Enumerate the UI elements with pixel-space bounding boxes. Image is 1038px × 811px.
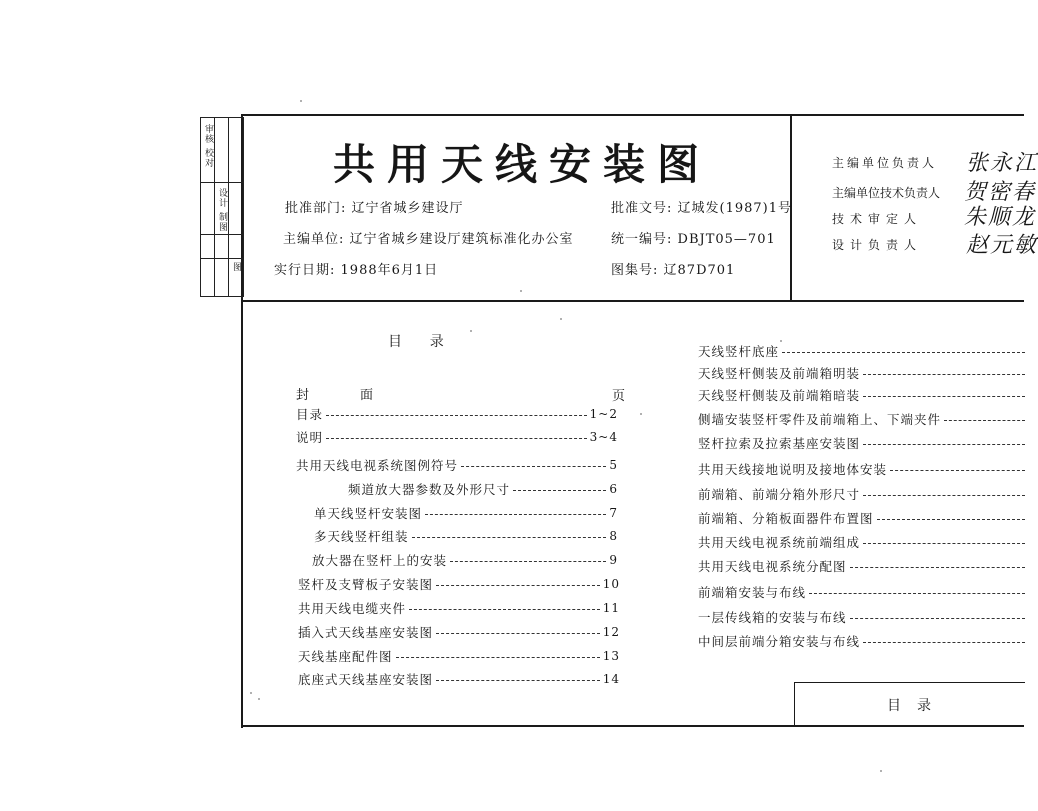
toc-item-title: 说明 [296,430,324,445]
leader-line [396,657,600,658]
leader-line [409,609,600,610]
signatory-role: 主编单位技术负责人 [832,186,941,200]
signatory-role: 主编单位负责人 [832,156,938,170]
toc-item-page: 5 [609,458,618,472]
toc-item-page: 9 [609,553,618,567]
toc-page-column-header: 页 [612,389,626,404]
effective-date-value: 1988年6月1日 [340,263,439,278]
leader-line [850,618,1025,619]
toc-item-title: 前端箱安装与布线 [698,585,807,600]
atlas-no-value: 辽87D701 [663,263,736,278]
toc-item-title: 侧墙安装竖杆零件及前端箱上、下端夹件 [698,412,942,427]
frame-bottom-border [241,725,1024,727]
toc-item-title: 前端箱、前端分箱外形尺寸 [698,487,861,502]
toc-item-page: 8 [609,529,618,543]
toc-item-title: 多天线竖杆组装 [314,529,409,544]
toc-cover-label: 封 面 [296,388,376,403]
toc-item[interactable] [298,647,620,665]
stamp-col2-text: 设计 制图 [217,188,227,232]
toc-item-title: 共用天线电视系统分配图 [698,559,847,574]
leader-line [782,352,1025,353]
approval-doc-value: 辽城发(1987)1号 [677,201,793,216]
editor-unit-label: 主编单位 [283,232,340,247]
leader-line [863,396,1025,397]
toc-item[interactable] [698,364,1028,382]
toc-item-title: 共用天线电视系统前端组成 [698,535,861,550]
toc-item-page: 12 [602,625,620,639]
toc-right-column [694,336,1024,666]
signatory-role: 技术审定人 [832,212,923,226]
approval-doc-label: 批准文号 [611,201,668,216]
stamp-col3-text: 图 [231,262,241,272]
leader-line [436,680,600,681]
effective-date: 实行日期: 1988年6月1日 [274,263,439,278]
leader-line [877,519,1025,520]
toc-item-title: 天线竖杆侧装及前端箱暗装 [698,388,861,403]
leader-line [863,495,1025,496]
title-block-label: 目录 [887,698,947,714]
leader-line [436,633,600,634]
signature: 贺密春 [964,180,1037,205]
leader-line [890,470,1025,471]
toc-item-title: 天线基座配件图 [298,649,393,664]
toc-item[interactable] [298,599,620,617]
signatories-block [832,150,1038,270]
unified-no: 统一编号: DBJT05—701 [611,232,776,247]
toc-item-title: 竖杆及支臂板子安装图 [298,577,434,592]
approval-doc: 批准文号: 辽城发(1987)1号 [611,201,793,216]
toc-item[interactable] [296,456,618,474]
leader-line [944,420,1025,421]
leader-line [461,466,606,467]
toc-item-page: 13 [602,649,620,663]
toc-item[interactable] [698,434,1028,452]
toc-item[interactable] [348,480,618,498]
leader-line [450,561,606,562]
toc-item[interactable] [698,460,1028,478]
signatory-role: 设计负责人 [832,238,923,252]
toc-item-title: 目录 [296,407,324,422]
toc-item-title: 中间层前端分箱安装与布线 [698,634,861,649]
effective-date-label: 实行日期 [274,263,331,278]
toc-heading: 目 录 [388,334,446,350]
leader-line [850,567,1025,568]
toc-item-title: 一层传线箱的安装与布线 [698,610,847,625]
approving-dept-label: 批准部门 [285,201,342,216]
leader-line [412,537,607,538]
leader-line [425,514,606,515]
toc-item-title: 共用天线电视系统图例符号 [296,458,459,473]
signature: 赵元敏 [966,233,1038,258]
title-block [794,682,1025,725]
toc-item[interactable] [698,533,1028,551]
toc-item[interactable] [698,410,1028,428]
editor-unit: 主编单位: 辽宁省城乡建设厅建筑标准化办公室 [283,232,574,247]
toc-item[interactable] [298,575,620,593]
toc-item-page: 6 [609,482,618,496]
frame-top-border [243,114,1024,116]
toc-item[interactable] [698,386,1028,404]
leader-line [809,593,1025,594]
toc-item-title: 频道放大器参数及外形尺寸 [348,482,511,497]
toc-item[interactable] [314,527,618,545]
toc-item[interactable] [314,504,618,522]
toc-item[interactable] [296,405,618,423]
leader-line [326,438,587,439]
toc-item-page: 10 [602,577,620,591]
header-divider [243,300,1024,302]
toc-item[interactable] [698,557,1028,575]
signature: 朱顺龙 [964,205,1037,230]
leader-line [436,585,600,586]
approving-dept-value: 辽宁省城乡建设厅 [351,201,464,216]
atlas-no: 图集号: 辽87D701 [611,263,736,278]
editor-unit-value: 辽宁省城乡建设厅建筑标准化办公室 [349,232,574,247]
toc-item-page: 11 [602,601,620,615]
document-title: 共用天线安装图 [333,140,712,189]
toc-item[interactable] [298,670,620,688]
unified-no-label: 统一编号 [611,232,668,247]
leader-line [326,415,587,416]
toc-item-title: 单天线竖杆安装图 [314,506,423,521]
toc-item[interactable] [698,509,1028,527]
toc-item[interactable] [698,583,1028,601]
toc-item-title: 放大器在竖杆上的安装 [312,553,448,568]
stamp-col1-text: 审核 校对 [203,124,213,168]
toc-item[interactable] [698,485,1028,503]
approving-dept: 批准部门: 辽宁省城乡建设厅 [285,201,464,216]
toc-item-title: 天线竖杆侧装及前端箱明装 [698,366,861,381]
toc-item-page: 3~4 [589,430,618,444]
toc-item-title: 插入式天线基座安装图 [298,625,434,640]
unified-no-value: DBJT05—701 [677,232,776,247]
leader-line [863,543,1025,544]
toc-item[interactable] [698,342,1028,360]
toc-item-page: 1~2 [589,407,618,421]
toc-item-title: 共用天线接地说明及接地体安装 [698,462,888,477]
leader-line [513,490,606,491]
toc-item[interactable] [312,551,618,569]
leader-line [863,444,1025,445]
toc-item-page: 7 [609,506,618,520]
toc-item-page: 14 [602,672,620,686]
toc-item[interactable] [298,623,620,641]
toc-item-title: 天线竖杆底座 [698,344,780,359]
toc-item-title: 底座式天线基座安装图 [298,672,434,687]
toc-item[interactable] [296,428,618,446]
toc-item-title: 前端箱、分箱板面器件布置图 [698,511,874,526]
toc-item-title: 竖杆拉索及拉索基座安装图 [698,436,861,451]
toc-item[interactable] [698,608,1028,626]
leader-line [863,374,1025,375]
signature: 张永江 [966,151,1038,176]
atlas-no-label: 图集号 [611,263,654,278]
side-approval-stamp [200,117,244,297]
leader-line [863,642,1025,643]
toc-item-title: 共用天线电缆夹件 [298,601,407,616]
toc-item[interactable] [698,632,1028,650]
